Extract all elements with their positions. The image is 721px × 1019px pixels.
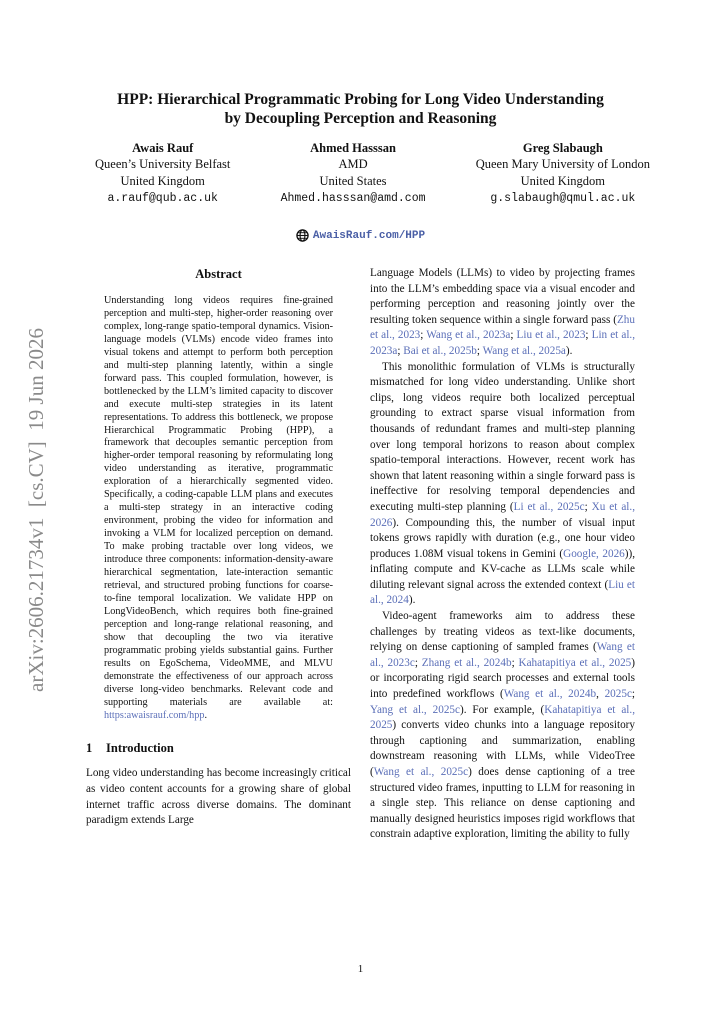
paragraph-text: )), inflating compute and KV-cache as LLMs scale while diluting relevant signal across the extended context (	[370, 547, 636, 591]
globe-icon	[296, 229, 309, 242]
citation-link[interactable]: Xu et al., 2026	[370, 500, 636, 529]
paragraph-text: ). For example, (	[459, 703, 545, 716]
author-name: Greg Slabaugh	[522, 141, 603, 155]
citation-link[interactable]: 2025c	[604, 688, 632, 701]
citation-link[interactable]: Wang et al., 2024b	[503, 688, 597, 701]
paper-title	[80, 90, 641, 128]
author-email[interactable]: g.slabaugh@qmul.ac.uk	[490, 192, 636, 205]
author-email[interactable]: Ahmed.hasssan@amd.com	[280, 192, 426, 205]
author-country: United Kingdom	[520, 174, 606, 188]
citation-link[interactable]: Wang et al., 2025a	[482, 344, 566, 357]
paragraph-text: ;	[414, 656, 422, 669]
citation-link[interactable]: Kahatapitiya et al., 2025	[370, 703, 635, 732]
section-number: 1	[86, 741, 93, 756]
author-block	[95, 140, 650, 207]
paragraph-text: ;	[510, 329, 517, 342]
paragraph-text: ) converts video chunks into a language repository through captioning and summarization, enabling downstream reasoning with LLMs, while VideoTree (	[370, 719, 635, 778]
citation-link[interactable]: Liu et al., 2023	[516, 329, 586, 342]
paragraph-text: ) or incorporating rigid search processes and external tools into predefined workflows (	[370, 656, 635, 701]
citation-link[interactable]: Wang et al., 2023c	[370, 641, 636, 669]
left-column	[86, 266, 351, 829]
citation-link[interactable]: Li et al., 2025c	[513, 500, 585, 513]
abstract-heading: Abstract	[195, 267, 242, 281]
author-affiliation: AMD	[338, 157, 368, 171]
paragraph-text: ;	[584, 500, 592, 513]
citation-link[interactable]: Wang et al., 2023a	[426, 329, 511, 342]
author-country: United Kingdom	[120, 174, 205, 188]
abstract-text: Understanding long videos requires fine-grained perception and multi-step, higher-order reasoning over complex, long-range spatio-temporal dynamics. Vision-language models (VLMs) encode video frames into visual tokens and attempt to perform both perception and multi-step planning latently, within a single forward pass. This coupled formulation, however, is bottlenecked by the LLM’s limited capacity to discover and execute multi-step strategies in its latent representations. To address this bottleneck, we propose Hierarchical Programmatic Probing (HPP), a framework that decouples semantic perception from higher-order temporal reasoning by reformulating long video understanding as iterative, programmatic exploration of a hierarchically segmented video. Specifically, a coding-capable LLM plans and executes a multi-step strategy in an interactive coding environment, probing the video for information and invoking a VLM for localized perception on demand. To make probing tractable over long videos, we introduce three components: information-density-aware hierarchical segmentation, late-interaction semantic retrieval, and structured probing functions for coarse-to-fine temporal localization. We validate HPP on LongVideoBench, which requires both fine-grained perception and long-range relational reasoning, and show that decoupling the two via iterative programmatic probing yields substantial gains. Further results on EgoSchema, VideoMME, and MLVU demonstrate the effectiveness of our approach across diverse long-video benchmarks. Relevant code and supporting materials are available at:	[104, 295, 333, 708]
author-affiliation: Queen’s University Belfast	[95, 157, 231, 171]
project-link-text[interactable]: AwaisRauf.com/HPP	[312, 229, 426, 242]
paragraph-text: ).	[565, 344, 573, 357]
author-1	[95, 140, 230, 207]
citation-link[interactable]: Liu et al., 2024	[370, 578, 635, 607]
author-affiliation: Queen Mary University of London	[475, 157, 650, 171]
intro-paragraph-continued	[370, 266, 635, 360]
citation-link[interactable]: Bai et al., 2025b	[403, 344, 477, 357]
paragraph-text: ;	[397, 344, 404, 357]
paragraph-text: ). Compounding this, the number of visual input tokens grows rapidly with duration (e.g., one hour video produces 1.08M visual tokens in Gemini (	[370, 516, 635, 560]
paragraph-text: ;	[476, 344, 483, 357]
paragraph-text: ).	[408, 594, 416, 607]
author-3	[476, 140, 650, 207]
citation-link[interactable]: Yang et al., 2025c	[370, 703, 460, 716]
author-name: Ahmed Hasssan	[310, 141, 396, 155]
section-heading-introduction	[86, 740, 351, 756]
paragraph-text: ,	[596, 688, 605, 701]
author-email[interactable]: a.rauf@qub.ac.uk	[107, 192, 218, 205]
citation-link[interactable]: Zhu et al., 2023	[370, 313, 635, 342]
paragraph-text: ;	[511, 656, 519, 669]
author-name: Awais Rauf	[132, 141, 194, 155]
abstract-end: .	[204, 709, 207, 721]
abstract-body	[104, 295, 333, 722]
citation-link[interactable]: Wang et al., 2025c	[373, 766, 469, 778]
abstract-code-link[interactable]: https:awaisrauf.com/hpp	[104, 709, 205, 721]
intro-paragraph-3	[370, 609, 635, 843]
section-title: Introduction	[106, 741, 174, 756]
project-link[interactable]	[296, 229, 425, 242]
citation-link[interactable]: Google, 2026	[563, 547, 625, 560]
page-number: 1	[357, 963, 364, 975]
paragraph-text: Language Models (LLMs) to video by projecting frames into the LLM’s embedding space via a visual encoder and performing perception and reasoning jointly over the resulting token sequence within a single forward pass (	[370, 267, 635, 326]
citation-link[interactable]: Lin et al., 2023a	[370, 329, 636, 357]
citation-link[interactable]: Zhang et al., 2024b	[421, 656, 512, 669]
paragraph-text: This monolithic formulation of VLMs is structurally mismatched for long video understanding. Unlike short clips, long videos require both localized perceptual grounding to extract sparse visual information from thousands of redundant frames and multi-step planning over long temporal horizons to reason about complex spatio-temporal interactions. However, recent work has shown that latent reasoning within a single forward pass is ineffective for resolving temporal dependencies and executing multi-step planning (	[370, 360, 635, 513]
arxiv-identifier: arXiv:2606.21734v1 [cs.CV] 19 Jun 2026	[24, 328, 48, 692]
author-country: United States	[319, 174, 387, 188]
paragraph-text: ;	[420, 329, 427, 342]
intro-paragraph-2	[370, 360, 635, 610]
paper-title-line-1: HPP: Hierarchical Programmatic Probing for Long Video Understanding	[117, 91, 604, 108]
paragraph-text: ) does dense captioning of a tree structured video frames, inputting to LLM for reasoning in a single step. This reliance on dense captioning and manually designed heuristics imposes rigid workflows that constrain adaptive exploration, limiting the ability to fully	[370, 766, 635, 841]
intro-paragraph-1: Long video understanding has become increasingly critical as video content accounts for a growing share of global internet traffic across diverse domains. The dominant paradigm extends Large	[86, 767, 351, 827]
paragraph-text: ;	[631, 688, 636, 701]
paragraph-text: Video-agent frameworks aim to address these challenges by treating videos as text-like documents, relying on dense captioning of sampled frames (	[370, 610, 635, 654]
right-column	[370, 266, 635, 843]
paragraph-text: ;	[585, 329, 592, 342]
author-2	[281, 140, 426, 207]
paper-title-line-2: by Decoupling Perception and Reasoning	[224, 110, 497, 127]
citation-link[interactable]: Kahatapitiya et al., 2025	[518, 656, 632, 669]
project-link-row	[0, 229, 721, 247]
arxiv-stamp	[0, 0, 70, 1019]
